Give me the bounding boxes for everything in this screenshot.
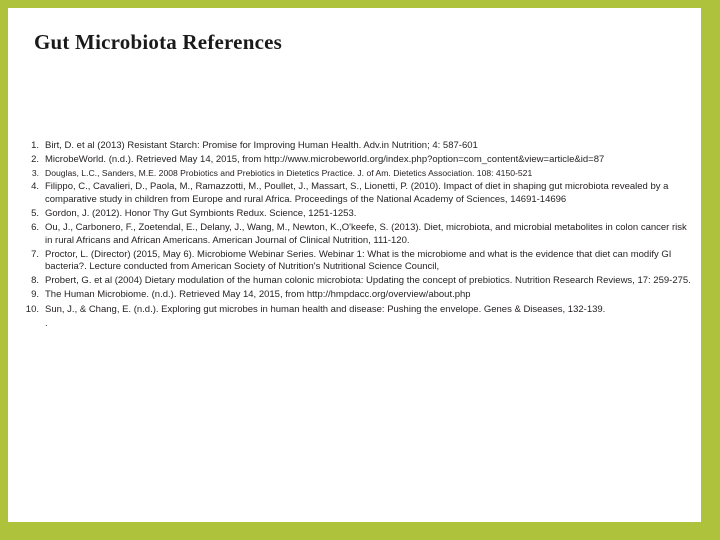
slide-content-area: [8, 8, 701, 522]
trailing-period-text: .: [45, 317, 48, 329]
list-item-number: 6.: [31, 221, 39, 233]
list-item: [24, 208, 694, 221]
list-item: [24, 289, 694, 302]
list-item-text: MicrobeWorld. (n.d.). Retrieved May 14, 2015, from http://www.microbeworld.org/index.php?option=com_content&view=article&id=87: [45, 154, 605, 166]
list-item-number: 1.: [31, 140, 39, 151]
list-item: [24, 249, 694, 274]
list-item: [24, 154, 694, 167]
trailing-period: [24, 318, 694, 331]
list-item-text: Proctor, L. (Director) (2015, May 6). Microbiome Webinar Series. Webinar 1: What is the microbiome and what is the evidence that diet can modify GI bacteria?. Lecture conducted from American Society of Nutrition's Nutritional Science Council,: [45, 248, 672, 273]
list-item: [24, 140, 694, 153]
list-item-number: 8.: [31, 275, 39, 287]
list-item-number: 2.: [31, 154, 39, 166]
list-item-number: 10.: [25, 303, 39, 315]
list-item-number: 7.: [31, 248, 39, 260]
list-item-number: 5.: [31, 207, 39, 219]
list-item: [24, 168, 694, 180]
list-item-text: Douglas, L.C., Sanders, M.E. 2008 Probiotics and Prebiotics in Dietetics Practice. J. of Am. Dietetics Association. 108: 4150-521: [45, 168, 533, 179]
list-item-text: Filippo, C., Cavalieri, D., Paola, M., Ramazzotti, M., Poullet, J., Massart, S., Lionetti, P. (2010). Impact of diet in shaping gut microbiota revealed by a comparative study in children from Europe and rural Africa. Proceedings of the National Academy of Sciences, 14691-14696: [45, 181, 669, 205]
list-item: [24, 304, 694, 317]
list-item-text: Ou, J., Carbonero, F., Zoetendal, E., Delany, J., Wang, M., Newton, K.,O'keefe, S. (2013). Diet, microbiota, and microbial metabolites in colon cancer risk in rural Africans and African Americans. American Journal of Clinical Nutrition, 111-120.: [45, 221, 687, 246]
page-title: Gut Microbiota References: [34, 30, 282, 54]
list-item-number: 9.: [31, 289, 39, 301]
reference-list: [24, 140, 694, 332]
list-item: [24, 222, 694, 247]
list-item-text: Sun, J., & Chang, E. (n.d.). Exploring gut microbes in human health and disease: Pushing the envelope. Genes & Diseases, 132-139.: [45, 303, 606, 315]
list-item-text: Gordon, J. (2012). Honor Thy Gut Symbionts Redux. Science, 1251-1253.: [45, 207, 357, 219]
list-item: [24, 275, 694, 288]
list-item-number: 3.: [31, 168, 39, 179]
list-item-text: The Human Microbiome. (n.d.). Retrieved May 14, 2015, from http://hmpdacc.org/overview/about.php: [45, 289, 471, 301]
list-item: [24, 181, 694, 206]
list-item-number: 4.: [31, 181, 39, 193]
list-item-text: Birt, D. et al (2013) Resistant Starch: Promise for Improving Human Health. Adv.in Nutrition; 4: 587-601: [45, 140, 478, 151]
list-item-text: Probert, G. et al (2004) Dietary modulation of the human colonic microbiota: Updating the concept of prebiotics. Nutrition Research Reviews, 17: 259-275.: [45, 275, 691, 287]
